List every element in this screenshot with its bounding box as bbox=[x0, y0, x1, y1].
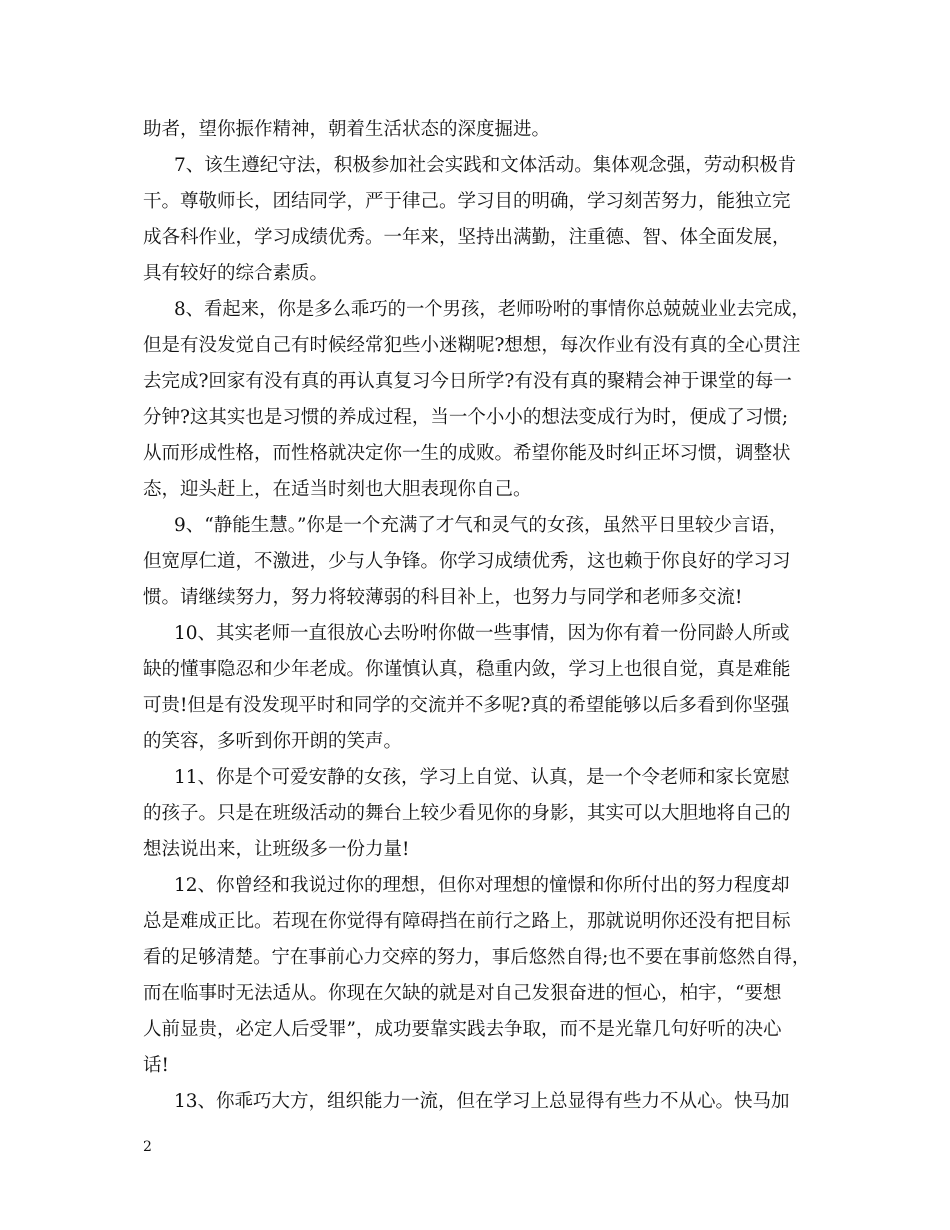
text-line: 态，迎头赶上，在适当时刻也大胆表现你自己。 bbox=[143, 479, 532, 500]
text-line: 想法说出来，让班级多一份力量! bbox=[143, 839, 410, 860]
text-line: 助者，望你振作精神，朝着生活状态的深度掘进。 bbox=[143, 119, 551, 140]
text-line: 的孩子。只是在班级活动的舞台上较少看见你的身影，其实可以大胆地将自己的 bbox=[143, 803, 791, 824]
text-line: 从而形成性格，而性格就决定你一生的成败。希望你能及时纠正坏习惯，调整状 bbox=[143, 443, 791, 464]
text-line: 7、该生遵纪守法，积极参加社会实践和文体活动。集体观念强，劳动积极肯 bbox=[174, 155, 797, 176]
text-line: 去完成?回家有没有真的再认真复习今日所学?有没有真的聚精会神于课堂的每一 bbox=[143, 371, 792, 392]
text-line: 看的足够清楚。宁在事前心力交瘁的努力，事后悠然自得;也不要在事前悠然自得， bbox=[143, 947, 811, 968]
text-line: 话! bbox=[143, 1055, 169, 1076]
text-line: 人前显贵，必定人后受罪”，成功要靠实践去争取，而不是光靠几句好听的决心 bbox=[143, 1019, 782, 1040]
text-line: 10、其实老师一直很放心去吩咐你做一些事情，因为你有着一份同龄人所或 bbox=[174, 623, 790, 644]
text-line: 13、你乖巧大方，组织能力一流，但在学习上总显得有些力不从心。快马加 bbox=[174, 1091, 790, 1112]
text-line: 惯。请继续努力，努力将较薄弱的科目补上，也努力与同学和老师多交流! bbox=[143, 587, 743, 608]
text-line: 的笑容，多听到你开朗的笑声。 bbox=[143, 731, 403, 752]
text-line: 缺的懂事隐忍和少年老成。你谨慎认真，稳重内敛，学习上也很自觉，真是难能 bbox=[143, 659, 791, 680]
text-line: 12、你曾经和我说过你的理想，但你对理想的憧憬和你所付出的努力程度却 bbox=[174, 875, 790, 896]
text-line: 成各科作业，学习成绩优秀。一年来，坚持出满勤，注重德、智、体全面发展， bbox=[143, 227, 791, 248]
text-line: 但宽厚仁道，不激进，少与人争锋。你学习成绩优秀，这也赖于你良好的学习习 bbox=[143, 551, 791, 572]
text-line: 而在临事时无法适从。你现在欠缺的就是对自己发狠奋进的恒心，柏宇，“要想 bbox=[143, 983, 782, 1004]
text-line: 但是有没发觉自己有时候经常犯些小迷糊呢?想想，每次作业有没有真的全心贯注 bbox=[143, 335, 801, 356]
text-line: 分钟?这其实也是习惯的养成过程，当一个小小的想法变成行为时，便成了习惯; bbox=[143, 407, 789, 428]
text-line: 11、你是个可爱安静的女孩，学习上自觉、认真，是一个令老师和家长宽慰 bbox=[174, 767, 790, 788]
text-line: 8、看起来，你是多么乖巧的一个男孩，老师吩咐的事情你总兢兢业业去完成， bbox=[174, 299, 810, 320]
text-line: 总是难成正比。若现在你觉得有障碍挡在前行之路上，那就说明你还没有把目标 bbox=[143, 911, 791, 932]
text-line: 9、“静能生慧。”你是一个充满了才气和灵气的女孩，虽然平日里较少言语， bbox=[174, 515, 788, 536]
text-line: 具有较好的综合素质。 bbox=[143, 263, 329, 284]
text-line: 可贵!但是有没发现平时和同学的交流并不多呢?真的希望能够以后多看到你坚强 bbox=[143, 695, 790, 716]
text-line: 干。尊敬师长，团结同学，严于律己。学习目的明确，学习刻苦努力，能独立完 bbox=[143, 191, 791, 212]
page-number: 2 bbox=[143, 1139, 152, 1155]
